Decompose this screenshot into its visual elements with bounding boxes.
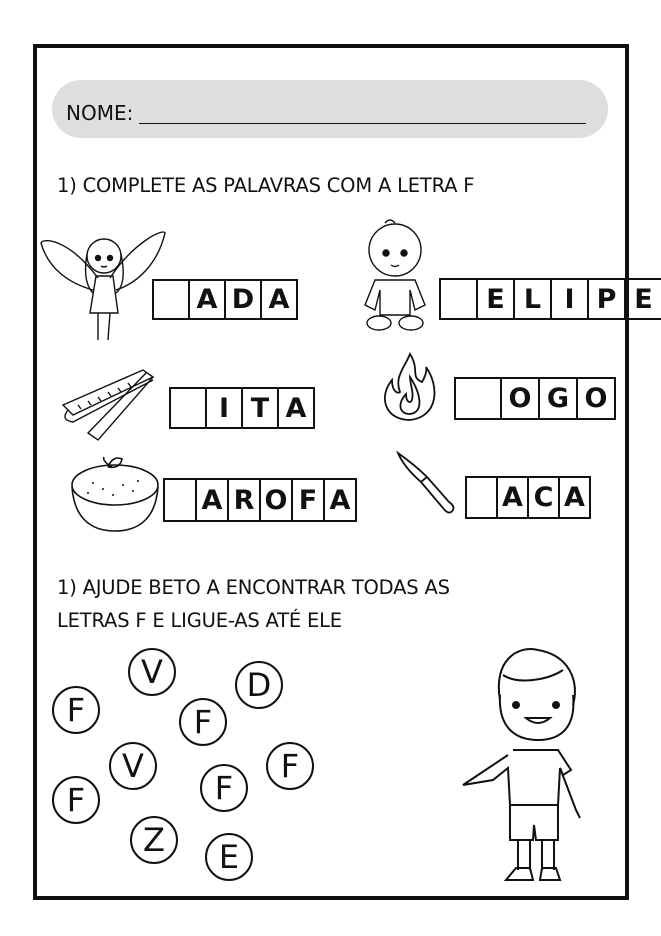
blank-letter-box[interactable] — [456, 379, 500, 418]
name-label: NOME: — [66, 101, 134, 125]
letter-circle[interactable]: Z — [130, 816, 178, 864]
letter-box: A — [496, 478, 527, 517]
letter-box: A — [558, 478, 589, 517]
letter-box: O — [576, 379, 614, 418]
exercise2-title-line1: 1) AJUDE BETO A ENCONTRAR TODAS AS — [57, 576, 450, 599]
measuring-tape-illustration — [58, 365, 168, 445]
letter-circle[interactable]: D — [235, 661, 283, 709]
letter-box: A — [260, 281, 296, 318]
letter-circle[interactable]: F — [52, 776, 100, 824]
letter-box: C — [527, 478, 558, 517]
letter-box: P — [587, 280, 624, 318]
letter-circle[interactable]: V — [128, 648, 176, 696]
knife-illustration — [393, 450, 458, 520]
letter-box: E — [624, 280, 661, 318]
exercise2-title-line2: LETRAS F E LIGUE-AS ATÉ ELE — [57, 609, 342, 632]
letter-box: T — [241, 389, 277, 427]
letter-circle[interactable]: F — [179, 698, 227, 746]
word-boxes-farofa — [163, 478, 357, 522]
letter-box: L — [513, 280, 550, 318]
letter-box: I — [550, 280, 587, 318]
blank-letter-box[interactable] — [165, 480, 195, 520]
letter-box: A — [323, 480, 355, 520]
letter-box: F — [291, 480, 323, 520]
word-boxes-fogo — [454, 377, 616, 420]
word-boxes-faca — [465, 476, 591, 519]
blank-letter-box[interactable] — [441, 280, 476, 318]
letter-box: I — [205, 389, 241, 427]
word-boxes-fita — [169, 387, 315, 429]
name-input-line[interactable] — [139, 123, 586, 124]
letter-box: A — [195, 480, 227, 520]
farofa-bowl-illustration — [68, 455, 162, 535]
baby-boy-illustration — [355, 215, 435, 335]
word-boxes-fada — [152, 279, 298, 320]
letter-box: R — [227, 480, 259, 520]
word-boxes-felipe — [439, 278, 661, 320]
blank-letter-box[interactable] — [154, 281, 188, 318]
blank-letter-box[interactable] — [467, 478, 496, 517]
blank-letter-box[interactable] — [171, 389, 205, 427]
letter-circle[interactable]: F — [200, 764, 248, 812]
fairy-illustration — [38, 218, 168, 348]
letter-box: E — [476, 280, 513, 318]
letter-box: G — [538, 379, 576, 418]
letter-circle[interactable]: F — [266, 742, 314, 790]
beto-boy-illustration — [458, 640, 603, 890]
name-field-background — [52, 80, 608, 138]
letter-box: D — [224, 281, 260, 318]
letter-circle[interactable]: E — [205, 833, 253, 881]
letter-circle[interactable]: F — [52, 686, 100, 734]
letter-box: A — [188, 281, 224, 318]
fire-icon — [380, 352, 440, 424]
letter-box: A — [277, 389, 313, 427]
exercise1-title: 1) COMPLETE AS PALAVRAS COM A LETRA F — [57, 174, 475, 197]
letter-box: O — [259, 480, 291, 520]
letter-box: O — [500, 379, 538, 418]
letter-circle[interactable]: V — [109, 742, 157, 790]
